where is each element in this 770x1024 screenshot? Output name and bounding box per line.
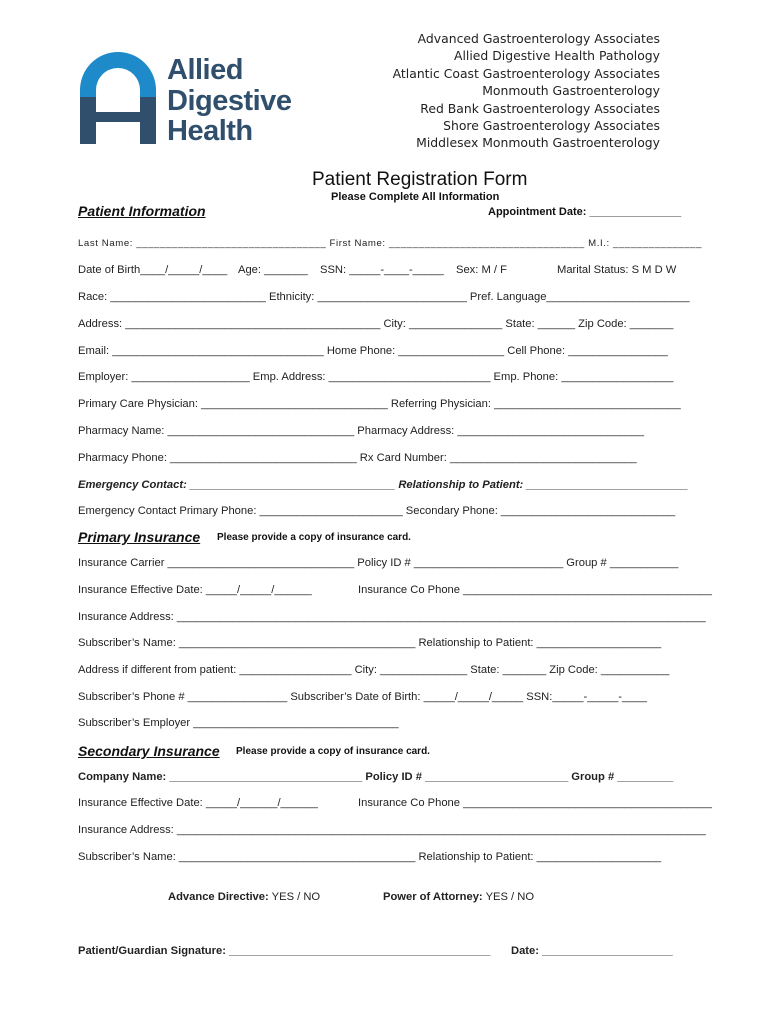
practice-item: Atlantic Coast Gastroenterology Associates [392, 65, 660, 81]
name-row[interactable]: Last Name: ________________________________ First Name: _________________________________ M.I.: _______________ [78, 238, 703, 249]
sex-field[interactable]: Sex: M / F [456, 264, 507, 276]
pharmacy-phone-row[interactable]: Pharmacy Phone: ______________________________ Rx Card Number: ______________________________ [78, 452, 637, 464]
logo [78, 50, 298, 146]
power-of-attorney-label: Power of Attorney: [383, 891, 483, 903]
dob-field[interactable]: Date of Birth____/_____/____ [78, 264, 228, 276]
signature-date-field[interactable]: Date: _____________________ [511, 945, 673, 957]
address-row[interactable]: Address: _________________________________________ City: _______________ State: ______ Zip Code: _______ [78, 318, 674, 330]
form-subtitle: Please Complete All Information [331, 191, 500, 203]
form-title: Patient Registration Form [312, 169, 528, 190]
email-row[interactable]: Email: __________________________________ Home Phone: _________________ Cell Phone: ________________ [78, 345, 668, 357]
practice-item: Middlesex Monmouth Gastroenterology [416, 135, 660, 151]
insurance-co-phone-field[interactable]: Insurance Co Phone ________________________________________ [358, 584, 712, 596]
emergency-phone-row[interactable]: Emergency Contact Primary Phone: _______________________ Secondary Phone: ____________________________ [78, 505, 676, 517]
company-name-row[interactable]: Company Name: _______________________________ Policy ID # _______________________ Group # _________ [78, 771, 674, 783]
pharmacy-row[interactable]: Pharmacy Name: ______________________________ Pharmacy Address: ______________________________ [78, 425, 645, 437]
subscriber-address-row[interactable]: Address if different from patient: __________________ City: ______________ State: _______ Zip Code: ___________ [78, 664, 670, 676]
power-of-attorney-field[interactable] [383, 891, 534, 903]
insurance-effective-date-field[interactable]: Insurance Effective Date: _____/_____/______ [78, 584, 312, 596]
employer-row[interactable]: Employer: ___________________ Emp. Address: __________________________ Emp. Phone: __________________ [78, 371, 674, 383]
subscriber-phone-row[interactable]: Subscriber’s Phone # ________________ Subscriber’s Date of Birth: _____/_____/_____ SSN:_____-_____-____ [78, 691, 647, 703]
secondary-effective-date-field[interactable]: Insurance Effective Date: _____/______/______ [78, 797, 318, 809]
allied-logo-icon [78, 50, 158, 146]
secondary-subscriber-row[interactable]: Subscriber’s Name: ______________________________________ Relationship to Patient: ____________________ [78, 851, 662, 863]
advance-directive-options[interactable]: YES / NO [271, 891, 321, 903]
subscriber-name-row[interactable]: Subscriber’s Name: ______________________________________ Relationship to Patient: ____________________ [78, 637, 662, 649]
physician-row[interactable]: Primary Care Physician: ______________________________ Referring Physician: ______________________________ [78, 398, 681, 410]
secondary-insurance-heading: Secondary Insurance [78, 743, 220, 759]
practice-item: Red Bank Gastroenterology Associates [420, 100, 660, 116]
logo-line-3: Health [167, 115, 253, 147]
practice-item: Shore Gastroenterology Associates [443, 118, 660, 134]
primary-insurance-note: Please provide a copy of insurance card. [217, 532, 411, 543]
appointment-date-field[interactable]: Appointment Date: _______________ [488, 206, 682, 218]
signature-field[interactable]: Patient/Guardian Signature: __________________________________________ [78, 945, 491, 957]
age-field[interactable]: Age: _______ [238, 264, 308, 276]
emergency-contact-row[interactable]: Emergency Contact: _________________________________ Relationship to Patient: __________________________ [78, 479, 689, 491]
subscriber-employer-row[interactable]: Subscriber’s Employer _________________________________ [78, 717, 399, 729]
primary-insurance-heading: Primary Insurance [78, 529, 201, 545]
advance-directive-field[interactable] [168, 891, 320, 903]
race-row[interactable]: Race: _________________________ Ethnicity: ________________________ Pref. Language_______________________ [78, 291, 690, 303]
marital-status-field[interactable]: Marital Status: S M D W [557, 264, 677, 276]
advance-directive-label: Advance Directive: [168, 891, 269, 903]
practice-list [393, 30, 660, 152]
practice-item: Allied Digestive Health Pathology [454, 48, 660, 64]
ssn-field[interactable]: SSN: _____-____-_____ [320, 264, 444, 276]
insurance-carrier-row[interactable]: Insurance Carrier ______________________________ Policy ID # ________________________ Group # ___________ [78, 557, 679, 569]
secondary-co-phone-field[interactable]: Insurance Co Phone ________________________________________ [358, 797, 712, 809]
logo-line-2: Digestive [167, 85, 292, 117]
secondary-insurance-note: Please provide a copy of insurance card. [236, 746, 430, 757]
power-of-attorney-options[interactable]: YES / NO [485, 891, 535, 903]
patient-info-heading: Patient Information [78, 203, 206, 219]
secondary-address-row[interactable]: Insurance Address: _____________________________________________________________________________________ [78, 824, 706, 836]
logo-line-1: Allied [167, 54, 243, 86]
insurance-address-row[interactable]: Insurance Address: _____________________________________________________________________________________ [78, 611, 706, 623]
practice-item: Monmouth Gastroenterology [482, 83, 660, 99]
practice-item: Advanced Gastroenterology Associates [417, 31, 660, 46]
